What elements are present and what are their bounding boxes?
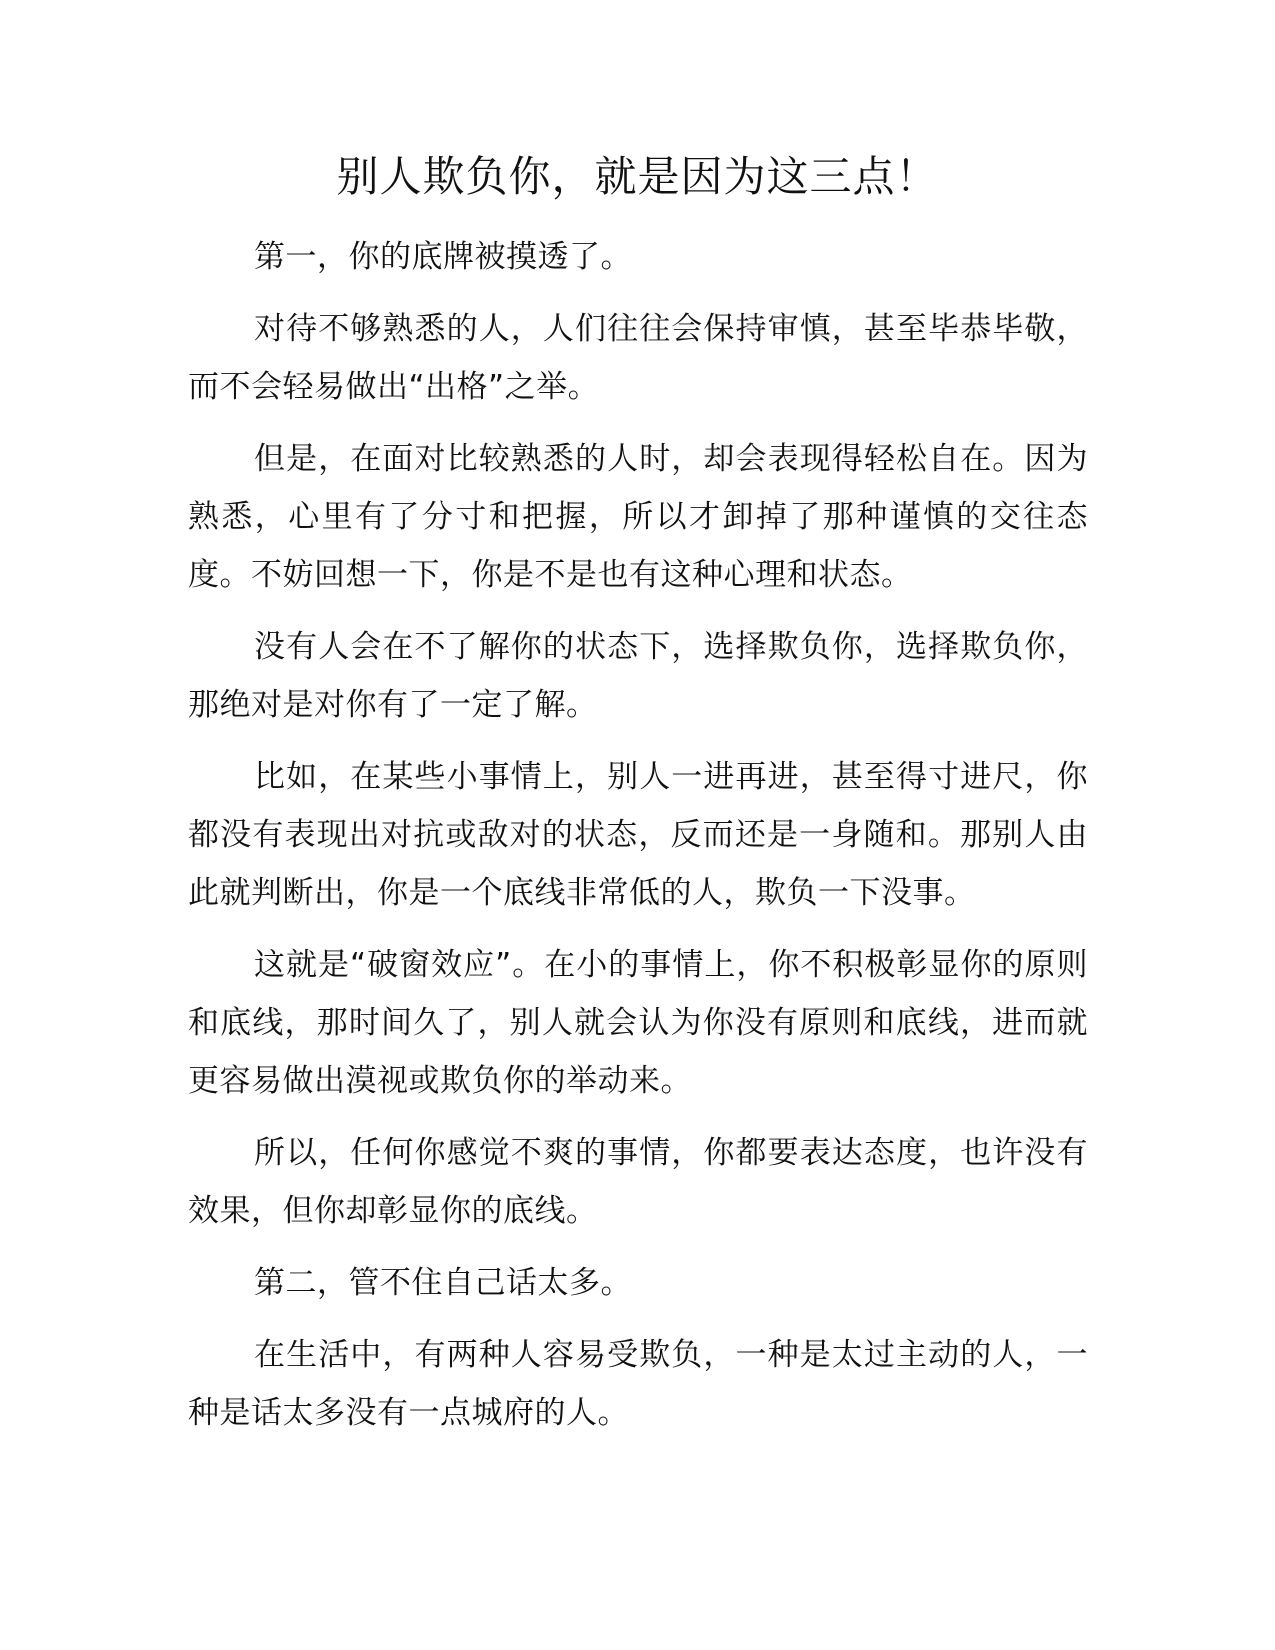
paragraph: 这就是“破窗效应”。在小的事情上，你不积极彰显你的原则和底线，那时间久了，别人就会认为你没有原则和底线，进而就更容易做出漠视或欺负你的举动来。 [188,947,1088,1099]
paragraph: 所以，任何你感觉不爽的事情，你都要表达态度，也许没有效果，但你却彰显你的底线。 [188,1135,1088,1229]
paragraph: 对待不够熟悉的人，人们往往会保持审慎，甚至毕恭毕敬，而不会轻易做出“出格”之举。 [188,311,1088,405]
document-title: 别人欺负你，就是因为这三点！ [336,152,939,201]
paragraph: 在生活中，有两种人容易受欺负，一种是太过主动的人，一种是话太多没有一点城府的人。 [188,1337,1088,1431]
paragraph: 但是，在面对比较熟悉的人时，却会表现得轻松自在。因为熟悉，心里有了分寸和把握，所以才卸掉了那种谨慎的交往态度。不妨回想一下，你是不是也有这种心理和状态。 [188,441,1088,593]
paragraph: 没有人会在不了解你的状态下，选择欺负你，选择欺负你，那绝对是对你有了一定了解。 [188,629,1088,723]
paragraph: 比如，在某些小事情上，别人一进再进，甚至得寸进尺，你都没有表现出对抗或敌对的状态，反而还是一身随和。那别人由此就判断出，你是一个底线非常低的人，欺负一下没事。 [188,759,1088,911]
paragraph-section-two-heading: 第二，管不住自己话太多。 [254,1265,632,1301]
document-body [188,228,1088,1456]
paragraph-section-one-heading: 第一，你的底牌被摸透了。 [254,239,632,275]
